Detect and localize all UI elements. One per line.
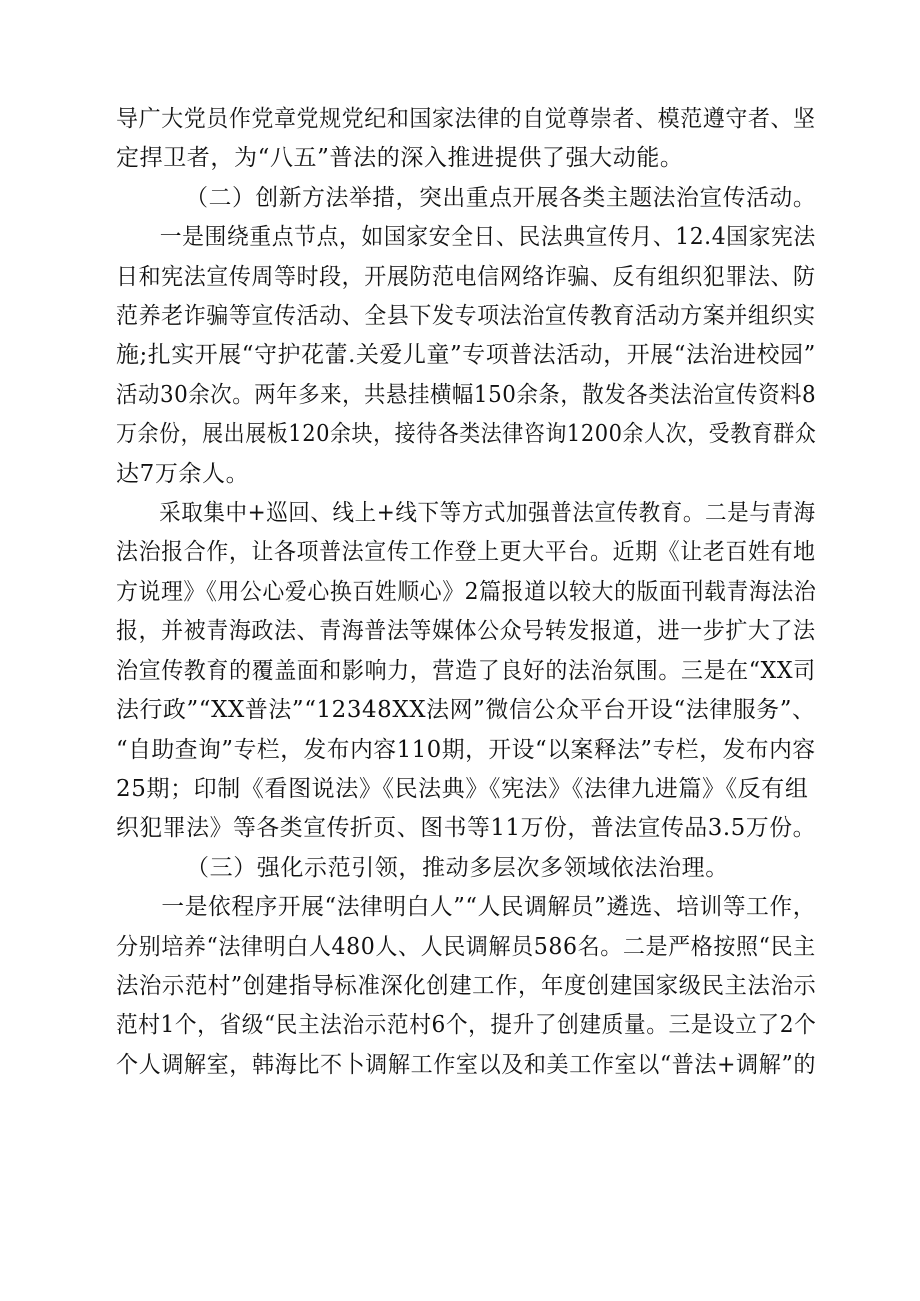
- text-line: 报，并被青海政法、青海普法等媒体公众号转发报道，进一步扩大了法: [116, 618, 816, 645]
- section-heading: （三）强化示范引领，推动多层次多领域依法治理。: [186, 854, 729, 881]
- text-line: 活动30余次。两年多来，共悬挂横幅150余条，散发各类法治宣传资料8: [116, 381, 817, 408]
- text-line: 织犯罪法》等各类宣传折页、图书等11万份，普法宣传品3.5万份。: [116, 815, 817, 842]
- text-line: 导广大党员作党章党规党纪和国家法律的自觉尊崇者、模范遵守者、坚: [116, 106, 816, 132]
- text-line: 范养老诈骗等宣传活动、全县下发专项法治宣传教育活动方案并组织实: [116, 303, 816, 330]
- text-line: 个人调解室，韩海比不卜调解工作室以及和美工作室以“普法+调解”的: [116, 1051, 816, 1078]
- text-line: 日和宪法宣传周等时段，开展防范电信网络诈骗、反有组织犯罪法、防: [116, 263, 816, 290]
- text-line: 分别培养“法律明白人480人、人民调解员586名。二是严格按照“民主: [116, 933, 816, 960]
- section-heading: （二）创新方法举措，突出重点开展各类主题法治宣传活动。: [185, 184, 817, 211]
- text-line: 万余份，展出展板120余块，接待各类法律咨询1200余人次，受教育群众: [116, 421, 817, 448]
- text-line: 采取集中+巡回、线上+线下等方式加强普法宣传教育。二是与青海: [159, 500, 816, 527]
- text-line: 施;扎实开展“守护花蕾.关爱儿童”专项普法活动，开展“法治进校园”: [116, 342, 816, 369]
- text-line: 法行政”“XX普法”“12348XX法网”微信公众平台开设“法律服务”、: [116, 697, 816, 724]
- text-line: 治宣传教育的覆盖面和影响力，营造了良好的法治氛围。三是在“XX司: [116, 657, 816, 684]
- text-line: 一是围绕重点节点，如国家安全日、民法典宣传月、12.4国家宪法: [159, 224, 816, 251]
- text-line: 25期；印制《看图说法》《民法典》《宪法》《法律九进篇》《反有组: [116, 775, 809, 802]
- text-line: 定捍卫者，为“八五”普法的深入推进提供了强大动能。: [116, 145, 684, 172]
- text-line: 法治报合作，让各项普法宣传工作登上更大平台。近期《让老百姓有地: [116, 539, 816, 566]
- text-line: 范村1个，省级“民主法治示范村6个，提升了创建质量。三是设立了2个: [116, 1012, 817, 1039]
- text-line: 达7万余人。: [116, 460, 250, 487]
- text-line: 方说理》《用公心爱心换百姓顺心》2篇报道以较大的版面刊载青海法治: [116, 578, 817, 605]
- text-line: “自助查询”专栏，发布内容110期，开设“以案释法”专栏，发布内容: [116, 736, 816, 763]
- text-line: 法治示范村”创建指导标准深化创建工作，年度创建国家级民主法治示: [116, 972, 817, 999]
- document-body: [116, 100, 816, 1085]
- text-line: 一是依程序开展“法律明白人”“人民调解员”遴选、培训等工作，: [161, 894, 817, 921]
